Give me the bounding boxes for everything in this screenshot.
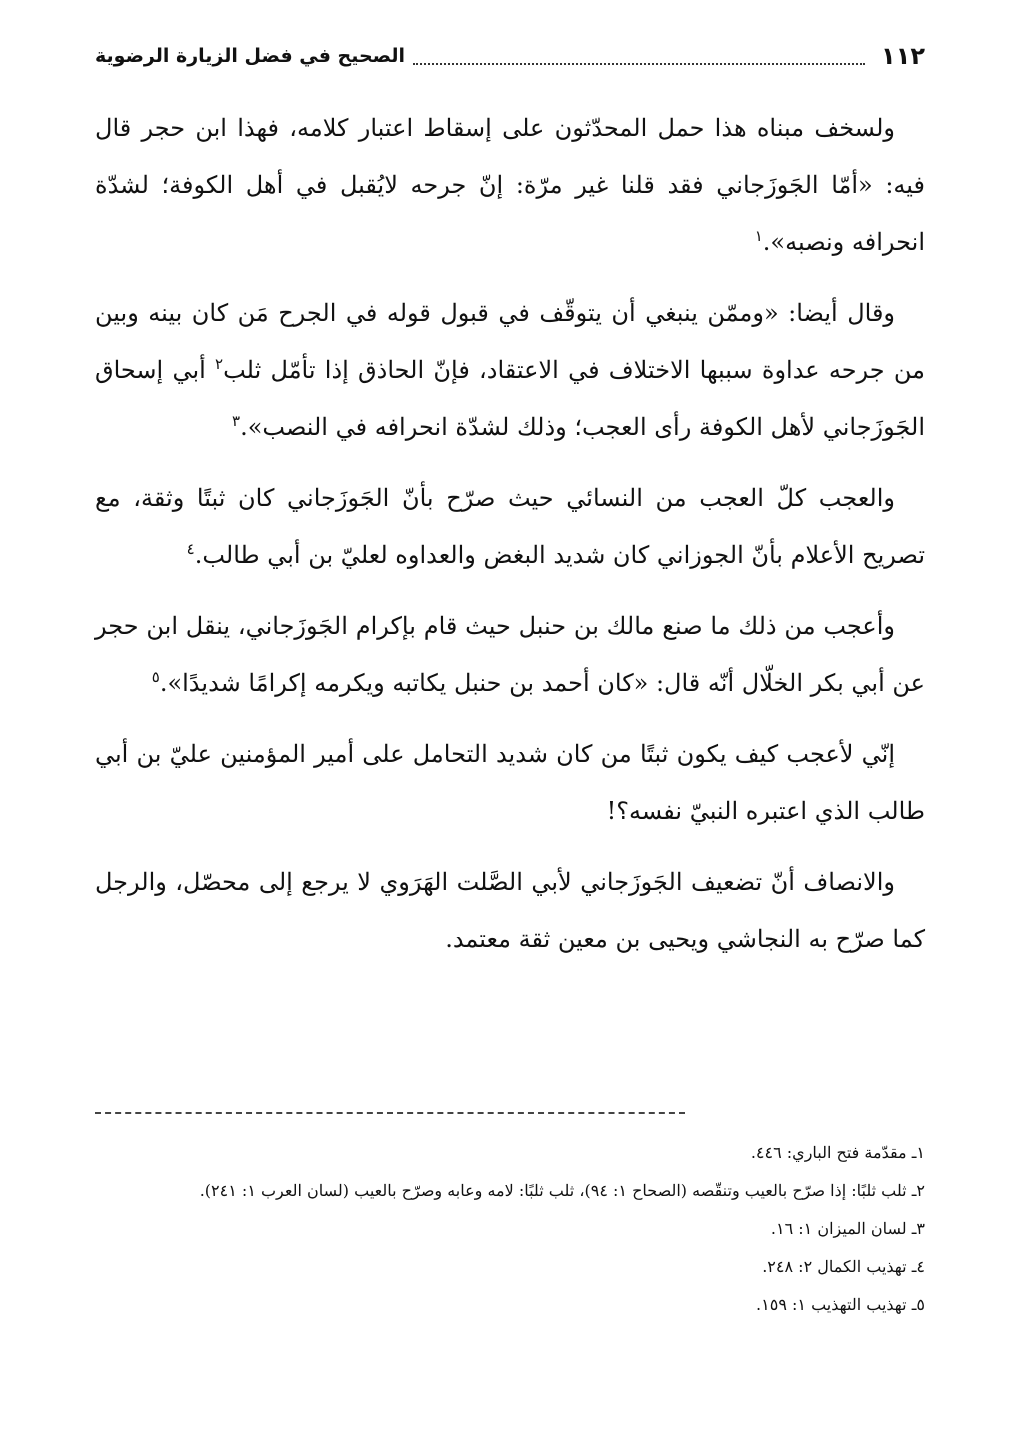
paragraph-text: والعجب كلّ العجب من النسائي حيث صرّح بأنّ الجَوزَجاني كان ثبتًا وثقة، مع تصريح الأعلام بأنّ الجوزاني كان شديد البغض والعداوه لعليّ بن أبي طالب (95, 484, 925, 569)
running-header (95, 38, 925, 74)
paragraph (95, 470, 925, 584)
footnote-ref: ١ (754, 227, 763, 245)
paragraph-text: إنّي لأعجب كيف يكون ثبتًا من كان شديد التحامل على أمير المؤمنين عليّ بن أبي طالب الذي اعتبره النبيّ نفسه؟! (95, 740, 925, 825)
paragraph-tail: . (194, 541, 203, 569)
main-text (95, 100, 925, 982)
footnote-ref: ٤ (186, 540, 195, 558)
paragraph-text: وقال أيضا: «وممّن ينبغي أن يتوقّف في قبول قوله في الجرح مَن كان بينه وبين من جرحه عداوة سببها الاختلاف في الاعتقاد، فإنّ الحاذق إذا تأمّل ثلب (95, 299, 925, 384)
running-title: الصحيح في فضل الزيارة الرضوية (95, 45, 406, 67)
paragraph (95, 598, 925, 712)
footnotes (95, 1136, 925, 1326)
footnote: ٢ـ ثلب ثلبًا: إذا صرّح بالعيب وتنقّصه (الصحاح ١: ٩٤)، ثلب ثلبًا: لامه وعابه وصرّح بالعيب (لسان العرب ١: ٢٤١). (199, 1181, 925, 1200)
paragraph (95, 854, 925, 968)
footnote: ١ـ مقدّمة فتح الباري: ٤٤٦. (750, 1143, 925, 1162)
footnote: ٣ـ لسان الميزان ١: ١٦. (770, 1219, 925, 1238)
paragraph (95, 285, 925, 456)
footnote: ٥ـ تهذيب التهذيب ١: ١٥٩. (756, 1295, 925, 1314)
header-dotted-leader (413, 47, 865, 65)
footnote-ref: ٢ (215, 355, 224, 373)
book-page (95, 0, 925, 1432)
paragraph-text: وأعجب من ذلك ما صنع مالك بن حنبل حيث قام بإكرام الجَوزَجاني، ينقل ابن حجر عن أبي بكر الخلّال أنّه قال: «كان أحمد بن حنبل يكاتبه ويكرمه إكرامًا شديدًا». (95, 612, 925, 697)
footnote-separator (95, 1112, 685, 1114)
paragraph-text: ولسخف مبناه هذا حمل المحدّثون على إسقاط اعتبار كلامه، فهذا ابن حجر قال فيه: «أمّا الجَوزَجاني فقد قلنا غير مرّة: إنّ جرحه لايُقبل في أهل الكوفة؛ لشدّة انحرافه ونصبه». (95, 114, 925, 256)
paragraph (95, 726, 925, 840)
paragraph-text: أبي إسحاق الجَوزَجاني لأهل الكوفة رأى العجب؛ وذلك لشدّة انحرافه في النصب». (95, 356, 925, 441)
page-number: ١١٢ (881, 42, 925, 70)
footnote-ref: ٣ (232, 412, 241, 430)
paragraph-text: والانصاف أنّ تضعيف الجَوزَجاني لأبي الصَّلت الهَرَوي لا يرجع إلى محصّل، والرجل كما صرّح به النجاشي ويحيى بن معين ثقة معتمد. (95, 868, 925, 953)
paragraph (95, 100, 925, 271)
footnote-ref: ٥ (151, 668, 160, 686)
footnote: ٤ـ تهذيب الكمال ٢: ٢٤٨. (762, 1257, 925, 1276)
